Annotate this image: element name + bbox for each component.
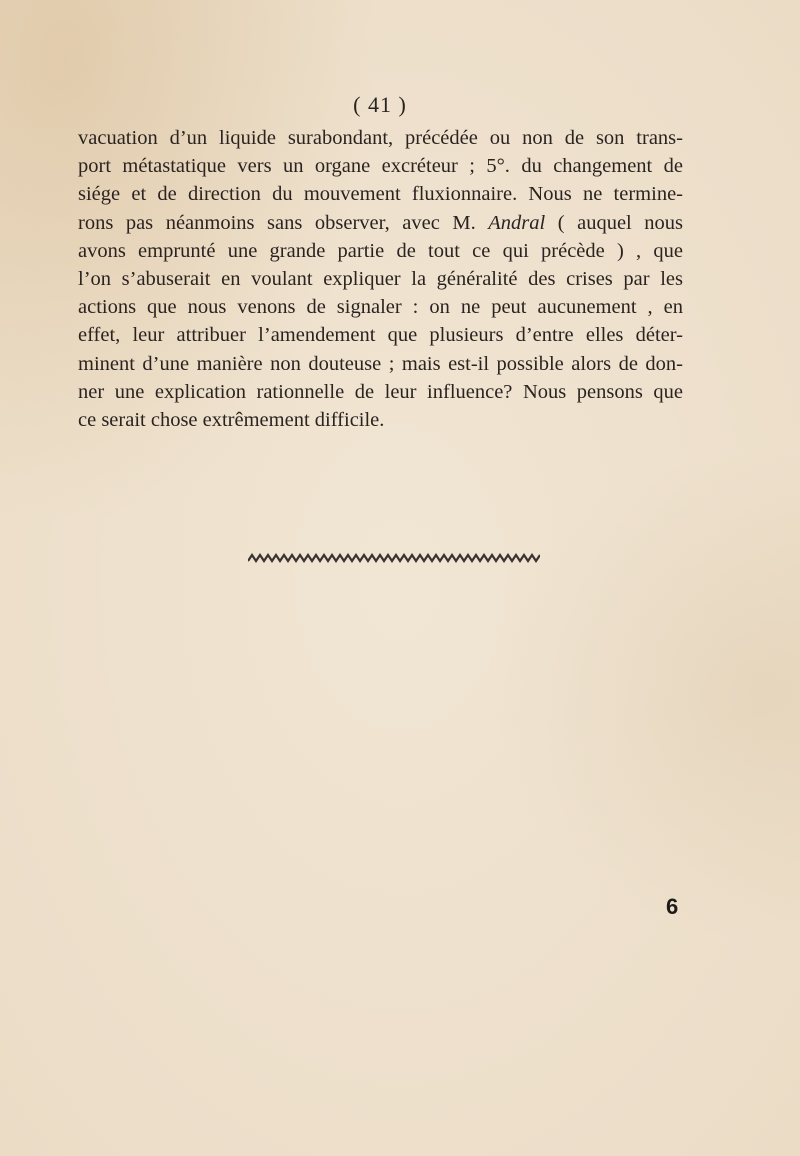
text-line-part: rons pas néanmoins sans observer, avec M. — [78, 211, 489, 234]
text-line: avons emprunté une grande partie de tout ce qui précède ) , que — [78, 239, 683, 262]
signature-mark: 6 — [666, 894, 679, 919]
text-line: port métastatique vers un organe excréteur ; 5°. du changement de — [78, 155, 683, 178]
text-line: actions que nous venons de signaler : on ne peut aucunement , en — [78, 296, 683, 319]
text-line: minent d’une manière non douteuse ; mais est-il possible alors de don- — [78, 352, 683, 375]
author-name-italic: Andral — [488, 211, 546, 234]
text-line — [78, 209, 683, 237]
text-line: siége et de direction du mouvement fluxionnaire. Nous ne termine- — [78, 183, 683, 206]
ornamental-divider — [248, 553, 540, 563]
page-number: ( 41 ) — [353, 92, 407, 117]
text-line-part: ( auquel nous — [545, 211, 683, 234]
body-paragraph — [78, 124, 683, 434]
text-line: effet, leur attribuer l’amendement que plusieurs d’entre elles déter- — [78, 324, 683, 347]
text-line: ce serait chose extrêmement difficile. — [78, 409, 385, 432]
text-line: ner une explication rationnelle de leur influence? Nous pensons que — [78, 380, 683, 403]
text-line: vacuation d’un liquide surabondant, précédée ou non de son trans- — [78, 127, 683, 149]
text-line: l’on s’abuserait en voulant expliquer la généralité des crises par les — [78, 268, 683, 291]
